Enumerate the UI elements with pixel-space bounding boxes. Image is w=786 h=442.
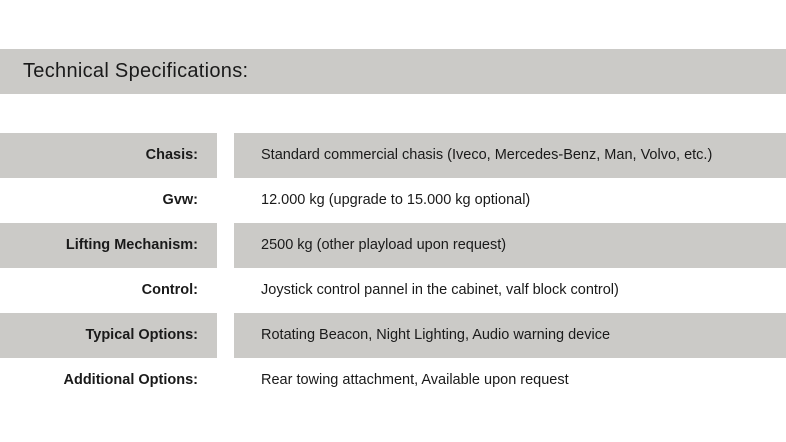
spec-row-gvw <box>0 178 786 223</box>
spec-label-cell <box>0 268 217 313</box>
spec-value-cell <box>234 178 786 223</box>
spec-value: Rear towing attachment, Available upon request <box>261 372 569 388</box>
spec-label: Lifting Mechanism: <box>65 237 198 253</box>
spec-value: 12.000 kg (upgrade to 15.000 kg optional) <box>261 192 531 208</box>
spec-value-cell <box>234 268 786 313</box>
spec-label: Chasis: <box>145 147 198 163</box>
spec-row-chasis <box>0 133 786 178</box>
spec-label: Typical Options: <box>85 327 198 343</box>
spec-value: Rotating Beacon, Night Lighting, Audio warning device <box>261 327 611 343</box>
spec-label: Additional Options: <box>63 372 198 388</box>
spec-value-cell <box>234 358 786 403</box>
spec-value-cell <box>234 133 786 178</box>
spec-label-cell <box>0 223 217 268</box>
spec-value: 2500 kg (other playload upon request) <box>261 237 507 253</box>
spec-label-cell <box>0 178 217 223</box>
spec-row-typical-options <box>0 313 786 358</box>
spec-row-control <box>0 268 786 313</box>
spec-label: Control: <box>141 282 198 298</box>
page-title: Technical Specifications: <box>23 60 249 82</box>
spec-value-cell <box>234 223 786 268</box>
spec-value: Standard commercial chasis (Iveco, Mercedes-Benz, Man, Volvo, etc.) <box>261 147 713 163</box>
spec-label-cell <box>0 358 217 403</box>
spec-row-additional-options <box>0 358 786 403</box>
spec-row-lifting-mechanism <box>0 223 786 268</box>
spec-label-cell <box>0 313 217 358</box>
spec-label-cell <box>0 133 217 178</box>
spec-label: Gvw: <box>162 192 198 208</box>
spec-table <box>0 133 786 403</box>
spec-value: Joystick control pannel in the cabinet, valf block control) <box>261 282 619 298</box>
spec-value-cell <box>234 313 786 358</box>
